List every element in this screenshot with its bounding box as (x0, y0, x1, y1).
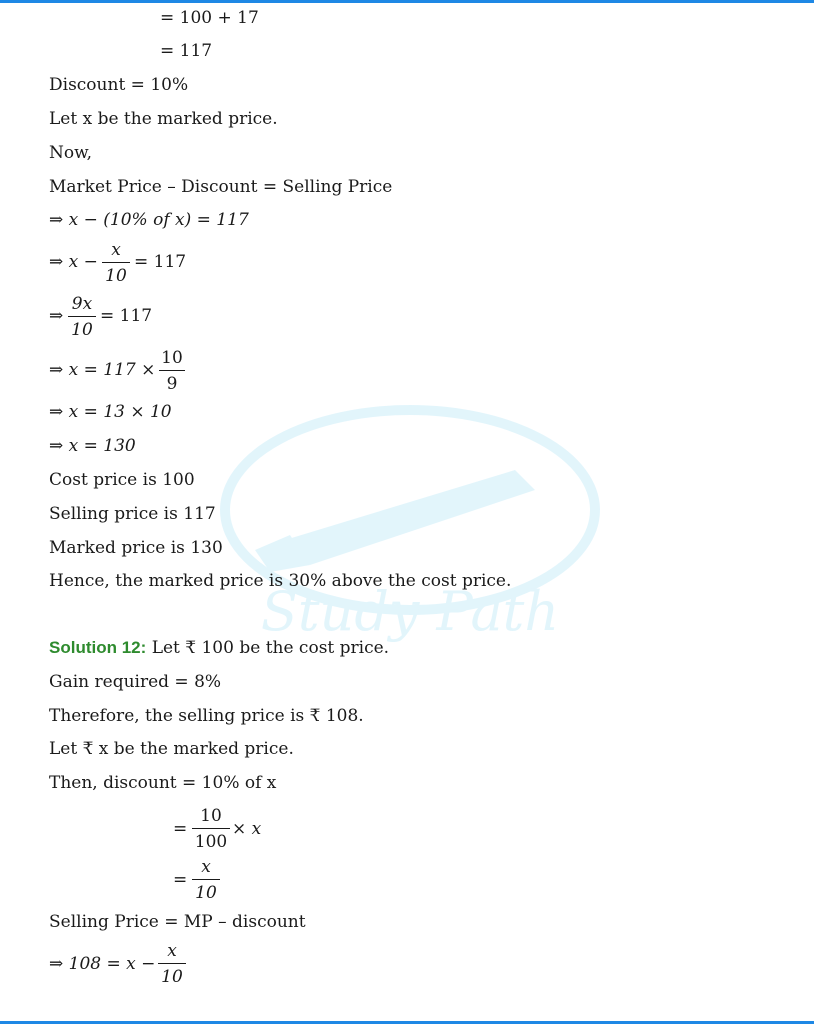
conclusion-line: Hence, the marked price is 30% above the cost price. (49, 571, 512, 591)
final-fraction: x 10 (158, 941, 186, 987)
eq-2-fraction: x 10 (192, 857, 220, 903)
sum-line: = 100 + 17 (160, 8, 259, 28)
gain-required: Gain required = 8% (49, 672, 222, 692)
sum-result: = 117 (160, 41, 213, 61)
discount-statement: Then, discount = 10% of x (49, 773, 277, 793)
study-path-watermark (215, 400, 605, 660)
now-line: Now, (49, 143, 93, 163)
eq-1-prefix: = (173, 819, 188, 839)
selling-price-line: Selling price is 117 (49, 504, 216, 524)
cost-price-line: Cost price is 100 (49, 470, 195, 490)
marked-price-line: Marked price is 130 (49, 538, 223, 558)
sp-relation: Selling Price = MP – discount (49, 912, 306, 932)
solution-12-intro: Let ₹ 100 be the cost price. (151, 638, 390, 658)
final-prefix: ⇒ 108 = x − (49, 954, 156, 974)
step-3-suffix: = 117 (100, 306, 153, 326)
eq-1-suffix: × x (232, 819, 262, 839)
price-relation: Market Price – Discount = Selling Price (49, 177, 393, 197)
step-2-suffix: = 117 (134, 252, 187, 272)
eq-2-prefix: = (173, 870, 188, 890)
top-border (0, 0, 814, 3)
step-4-prefix: ⇒ x = 117 × (49, 360, 156, 380)
step-4-fraction: 10 9 (159, 348, 185, 394)
solution-12-label: Solution 12: (49, 638, 147, 657)
selling-price-statement: Therefore, the selling price is ₹ 108. (49, 706, 364, 726)
let-marked-price-x: Let ₹ x be the marked price. (49, 739, 294, 759)
step-3-prefix: ⇒ (49, 306, 64, 326)
step-3-fraction: 9x 10 (68, 294, 96, 340)
eq-1-fraction: 10 100 (192, 806, 230, 852)
solution-12-heading (49, 638, 389, 658)
svg-text:Study Path: Study Path (260, 580, 560, 643)
let-marked-price: Let x be the marked price. (49, 109, 278, 129)
step-2-prefix: ⇒ x − (49, 252, 98, 272)
step-6: ⇒ x = 130 (49, 436, 136, 456)
discount-line: Discount = 10% (49, 75, 189, 95)
step-5: ⇒ x = 13 × 10 (49, 402, 172, 422)
step-1: ⇒ x − (10% of x) = 117 (49, 210, 249, 230)
step-2-fraction: x 10 (102, 240, 130, 286)
